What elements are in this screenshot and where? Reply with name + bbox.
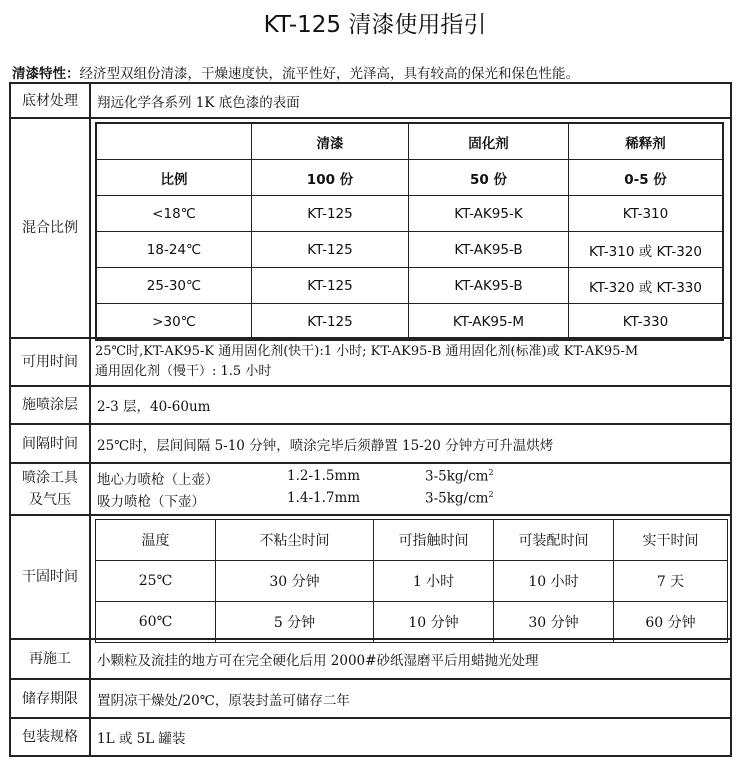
- mixing-header-cell: 清漆: [252, 123, 409, 160]
- drying-row: [96, 602, 728, 643]
- row-mixing: [11, 117, 730, 337]
- mixing-header-cell: 固化剂: [409, 123, 569, 160]
- pot-life-value: [91, 339, 730, 385]
- spray-pressure-sup: 2: [488, 468, 494, 477]
- mixing-row: [96, 304, 723, 341]
- mixing-cell-text: KT-AK95-B: [409, 268, 569, 304]
- drying-table: [95, 519, 728, 643]
- drying-header-cell: 实干时间: [614, 520, 728, 561]
- spec-table: [9, 82, 732, 757]
- mixing-cell-text: KT-AK95-K: [409, 196, 569, 232]
- spray-pressure-text: 3-5kg/cm: [425, 468, 489, 485]
- drying-cell-text: 30 分钟: [494, 602, 614, 643]
- mixing-cell-text: KT-125: [252, 232, 409, 268]
- row-coats: [11, 385, 730, 423]
- spray-label: [11, 464, 91, 514]
- drying-cell-text: 1 小时: [374, 561, 494, 602]
- spray-value: [91, 464, 730, 514]
- drying-cell-text: 10 小时: [494, 561, 614, 602]
- mixing-cell-text: >30℃: [96, 304, 252, 341]
- features-line: [12, 62, 579, 82]
- spray-pressure: [425, 490, 525, 510]
- spray-label-line: 喷涂工具: [22, 470, 78, 486]
- drying-cell-text: 10 分钟: [374, 602, 494, 643]
- mixing-cell-text: KT-AK95-M: [409, 304, 569, 341]
- mixing-cell-text: KT-310: [569, 196, 724, 232]
- interval-value: 25℃时，层间间隔 5-10 分钟，喷涂完毕后须静置 15-20 分钟方可升温烘烤: [97, 437, 554, 454]
- row-pot-life: [11, 337, 730, 385]
- drying-cell-text: 60 分钟: [614, 602, 728, 643]
- mixing-row: [96, 160, 723, 196]
- mixing-cell: [91, 119, 728, 337]
- mixing-header-cell: [96, 123, 252, 160]
- document-title: KT-125 清漆使用指引: [263, 12, 487, 38]
- drying-cell-text: 60℃: [96, 602, 216, 643]
- mixing-cell-text: 0-5 份: [569, 160, 724, 196]
- drying-label: 干固时间: [11, 516, 91, 638]
- row-substrate: [11, 84, 730, 117]
- drying-header-cell: 可指触时间: [374, 520, 494, 561]
- mixing-row: [96, 196, 723, 232]
- mixing-row: [96, 268, 723, 304]
- substrate-label: 底材处理: [11, 84, 91, 117]
- row-packaging: [11, 717, 730, 755]
- drying-header-cell: 可装配时间: [494, 520, 614, 561]
- mixing-cell-text: KT-330: [569, 304, 724, 341]
- mixing-cell-text: 50 份: [409, 160, 569, 196]
- coats-value: 2-3 层，40-60um: [97, 399, 211, 415]
- features-text: 经济型双组份清漆，干燥速度快，流平性好，光泽高，具有较高的保光和保色性能。: [79, 66, 579, 82]
- mixing-cell-text: <18℃: [96, 196, 252, 232]
- mixing-cell-text: 18-24℃: [96, 232, 252, 268]
- spray-nozzle: 1.2-1.5mm: [287, 468, 361, 484]
- drying-cell-text: 7 天: [614, 561, 728, 602]
- row-spray: [11, 462, 730, 514]
- drying-cell-text: 5 分钟: [216, 602, 374, 643]
- storage-value: 置阴凉干燥处/20℃，原装封盖可储存二年: [97, 692, 350, 709]
- spray-pressure: [425, 468, 525, 488]
- drying-row: [96, 561, 728, 602]
- drying-cell-text: 30 分钟: [216, 561, 374, 602]
- drying-cell: [91, 516, 732, 638]
- mixing-cell-text: KT-125: [252, 304, 409, 341]
- rework-label: 再施工: [11, 640, 91, 678]
- mixing-cell-text: 比例: [96, 160, 252, 196]
- spray-label-line: 及气压: [29, 492, 71, 508]
- spray-pressure-text: 3-5kg/cm: [425, 490, 489, 507]
- packaging-label: 包装规格: [11, 719, 91, 755]
- storage-label: 储存期限: [11, 680, 91, 717]
- row-storage: [11, 678, 730, 717]
- drying-header-row: [96, 520, 728, 561]
- rework-value: 小颗粒及流挂的地方可在完全硬化后用 2000#砂纸湿磨平后用蜡抛光处理: [97, 653, 539, 669]
- mixing-cell-text: 100 份: [252, 160, 409, 196]
- row-rework: [11, 638, 730, 678]
- row-drying: [11, 514, 730, 638]
- spray-pressure-sup: 2: [488, 490, 494, 499]
- interval-label: 间隔时间: [11, 425, 91, 462]
- packaging-value: 1L 或 5L 罐装: [97, 731, 186, 747]
- mixing-cell-text: KT-AK95-B: [409, 232, 569, 268]
- mixing-cell-text: KT-125: [252, 268, 409, 304]
- pot-life-line: 25℃时,KT-AK95-K 通用固化剂(快干):1 小时; KT-AK95-B 通用固化剂(标准)或 KT-AK95-M: [95, 344, 639, 359]
- row-interval: [11, 423, 730, 462]
- mixing-cell-text: 25-30℃: [96, 268, 252, 304]
- coats-label: 施喷涂层: [11, 387, 91, 423]
- mixing-cell-text: KT-125: [252, 196, 409, 232]
- mixing-header-cell: 稀释剂: [569, 123, 724, 160]
- pot-life-line: 通用固化剂（慢干）: 1.5 小时: [95, 364, 272, 379]
- spray-grid: [91, 468, 531, 510]
- mixing-cell-text: KT-320 或 KT-330: [569, 268, 724, 304]
- features-label: 清漆特性：: [12, 66, 80, 82]
- drying-cell-text: 25℃: [96, 561, 216, 602]
- spray-tool: 地心力喷枪（上壶）: [97, 472, 219, 488]
- spray-nozzle: 1.4-1.7mm: [287, 490, 361, 506]
- mixing-header-row: [96, 123, 723, 160]
- mixing-label: 混合比例: [11, 119, 91, 337]
- mixing-cell-text: KT-310 或 KT-320: [569, 232, 724, 268]
- substrate-value: 翔远化学各系列 1K 底色漆的表面: [97, 94, 300, 111]
- spray-tool: 吸力喷枪（下壶）: [97, 494, 205, 510]
- pot-life-label: 可用时间: [11, 339, 91, 385]
- mixing-table: [95, 122, 724, 341]
- drying-header-cell: 温度: [96, 520, 216, 561]
- mixing-row: [96, 232, 723, 268]
- drying-header-cell: 不粘尘时间: [216, 520, 374, 561]
